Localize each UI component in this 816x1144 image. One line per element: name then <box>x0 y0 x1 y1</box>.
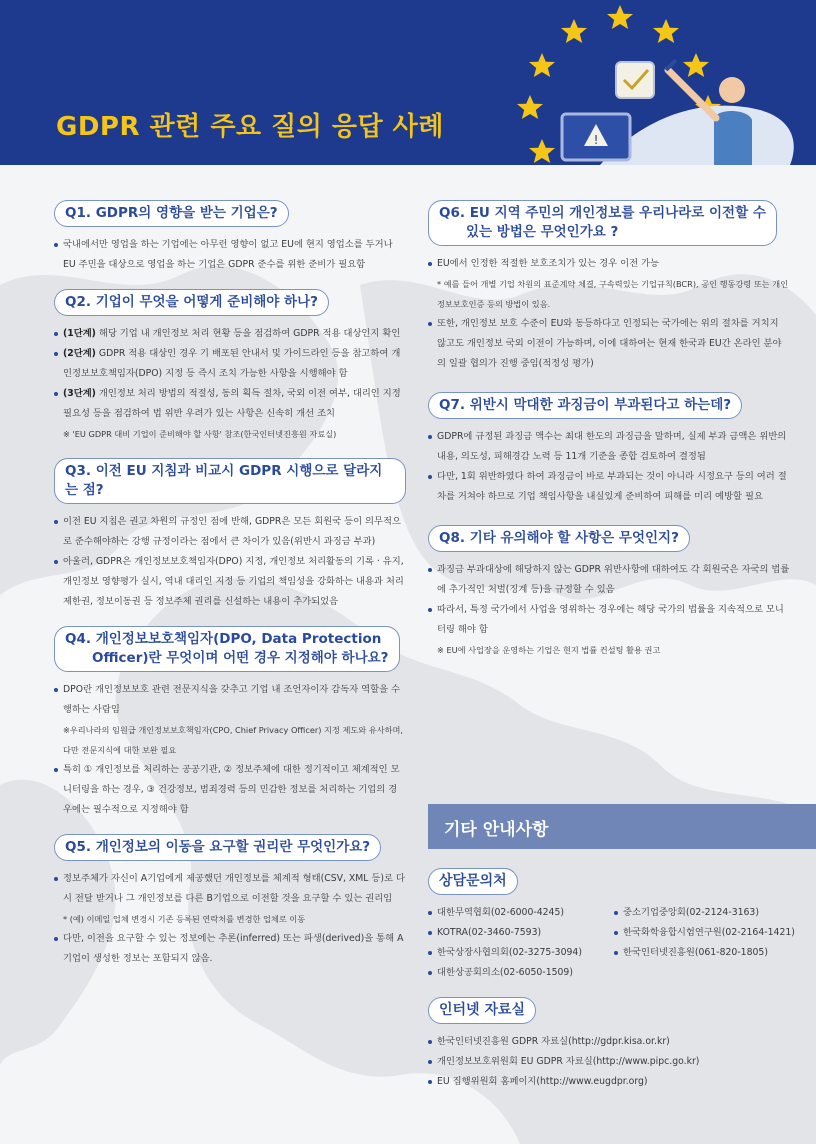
q1-heading: Q1. GDPR의 영향을 받는 기업은? <box>54 200 289 227</box>
q2-list <box>54 324 406 444</box>
list-item: 한국인터넷진흥원(061-820-1805) <box>614 943 795 963</box>
step-text: GDPR 적용 대상인 경우 기 배포된 안내서 및 가이드라인 등을 참고하여 개인정보보호책임자(DPO) 지정 등 즉시 조치 가능한 사항을 시행해야 함 <box>63 348 401 379</box>
q1-section <box>54 200 406 275</box>
list-item: 다만, 1회 위반하였다 하여 과징금이 바로 부과되는 것이 아니라 시정요구 등의 여러 절차를 거쳐야 하므로 기업 책임사항을 내실있게 준비하여 피해를 미리 예방할 필요 <box>428 467 790 507</box>
step-text: 개인정보 처리 방법의 적절성, 동의 획득 절차, 국외 이전 여부, 대리인 지정 필요성 등을 점검하여 법 위반 우려가 있는 사항은 신속히 개선 조치 <box>63 388 401 419</box>
q4-section <box>54 626 406 820</box>
q2-heading: Q2. 기업이 무엇을 어떻게 준비해야 하나? <box>54 289 329 316</box>
contact-lists <box>428 903 798 983</box>
list-item <box>54 344 406 384</box>
step-text: 해당 기업 내 개인정보 처리 현황 등을 점검하여 GDPR 적용 대상인지 확인 <box>95 328 401 339</box>
info-section <box>428 868 798 1092</box>
header-banner <box>0 0 816 165</box>
list-item: 대한상공회의소(02-6050-1509) <box>428 963 600 983</box>
list-item: KOTRA(02-3460-7593) <box>428 923 600 943</box>
q8-section <box>428 525 790 660</box>
list-item: 이전 EU 지침은 권고 차원의 규정인 점에 반해, GDPR은 모든 회원국 등이 의무적으로 준수해야하는 강행 규정이라는 점에서 큰 차이가 있음(위반시 과징금 부과) <box>54 512 406 552</box>
list-item: 아울러, GDPR은 개인정보보호책임자(DPO) 지정, 개인정보 처리활동의 기록 · 유지, 개인정보 영향평가 실시, 역내 대리인 지정 등 기업의 책임성을 강화하는 내용과 처리제한권, 정보이동권 등 정보주체 권리를 신설하는 내용이 추가되었음 <box>54 552 406 612</box>
q1-list <box>54 235 406 275</box>
q5-heading: Q5. 개인정보의 이동을 요구할 권리란 무엇인가요? <box>54 834 381 861</box>
q6-section <box>428 200 790 374</box>
q6-heading-line1: Q6. EU 지역 주민의 개인정보를 우리나라로 이전할 수 <box>439 205 766 221</box>
list-item: GDPR에 규정된 과징금 액수는 최대 한도의 과징금을 말하며, 실제 부과 금액은 위반의 내용, 의도성, 피해경감 노력 등 11개 기준을 종합 검토하여 결정됨 <box>428 427 790 467</box>
right-column <box>428 200 790 674</box>
q4-heading-line2: Officer)란 무엇이며 어떤 경우 지정해야 하나요? <box>92 650 389 666</box>
list-item: 과징금 부과대상에 해당하지 않는 GDPR 위반사항에 대하여도 각 회원국은 자국의 법률에 추가적인 처벌(징계 등)을 규정할 수 있음 <box>428 560 790 600</box>
q2-note: ※ 'EU GDPR 대비 기업이 준비해야 할 사항' 참조(한국인터넷진흥원 자료실) <box>63 429 337 439</box>
q8-heading: Q8. 기타 유의해야 할 사항은 무엇인지? <box>428 525 690 552</box>
internet-heading: 인터넷 자료실 <box>428 997 536 1024</box>
q7-heading: Q7. 위반시 막대한 과징금이 부과된다고 하는데? <box>428 392 742 419</box>
list-item <box>54 324 406 344</box>
q4-heading-line1: Q4. 개인정보보호책임자(DPO, Data Protection <box>65 631 382 647</box>
q4-heading <box>54 626 400 672</box>
list-item: 또한, 개인정보 보호 수준이 EU와 동등하다고 인정되는 국가에는 위의 절차를 거치지 않고도 개인정보 국외 이전이 가능하며, 이에 대하여는 현재 한국과 EU간 온라인 분야의 일괄 협의가 진행 중임(적정성 평가) <box>428 314 790 374</box>
svg-text:!: ! <box>593 133 599 147</box>
list-item: 따라서, 특정 국가에서 사업을 영위하는 경우에는 해당 국가의 법률을 지속적으로 모니터링 해야 함 <box>428 600 790 640</box>
q2-section <box>54 289 406 444</box>
q8-note: ※ EU에 사업장을 운영하는 기업은 현지 법률 컨설팅 활용 권고 <box>437 645 661 655</box>
list-item: 특히 ① 개인정보를 처리하는 공공기관, ② 정보주체에 대한 정기적이고 체계적인 모니터링을 하는 경우, ③ 건강정보, 범죄경력 등의 민감한 정보를 처리하는 기업의 경우에는 필수적으로 지정해야 함 <box>54 760 406 820</box>
q4-list <box>54 680 406 820</box>
step-label: (1단계) <box>63 328 96 339</box>
list-item: 대한무역협회(02-6000-4245) <box>428 903 600 923</box>
q4-note: ※우리나라의 임원급 개인정보보호책임자(CPO, Chief Privacy Officer) 지정 제도와 유사하며, 다만 전문지식에 대한 보완 필요 <box>63 725 404 755</box>
link-item[interactable]: 한국인터넷진흥원 GDPR 자료실(http://gdpr.kisa.or.kr) <box>428 1032 798 1052</box>
link-item[interactable]: 개인정보보호위원회 EU GDPR 자료실(http://www.pipc.go.kr) <box>428 1052 798 1072</box>
list-item: 중소기업중앙회(02-2124-3163) <box>614 903 795 923</box>
q5-note: * (예) 이메일 업체 변경시 기존 등록된 연락처를 변경한 업체로 이동 <box>63 914 306 924</box>
q8-list <box>428 560 790 660</box>
left-column <box>54 200 406 983</box>
list-item: EU에서 인정한 적절한 보호조치가 있는 경우 이전 가능 <box>428 254 790 274</box>
link-item[interactable]: EU 집행위원회 홈페이지(http://www.eugdpr.org) <box>428 1072 798 1092</box>
page-title: GDPR 관련 주요 질의 응답 사례 <box>56 112 444 142</box>
links-list <box>428 1032 798 1092</box>
list-item <box>54 384 406 424</box>
q5-list <box>54 869 406 969</box>
q7-section <box>428 392 790 507</box>
q6-list <box>428 254 790 374</box>
q6-heading <box>428 200 777 246</box>
q5-section <box>54 834 406 969</box>
q3-heading: Q3. 이전 EU 지침과 비교시 GDPR 시행으로 달라지는 점? <box>54 458 406 504</box>
q6-note: * 예를 들어 개별 기업 차원의 표준계약 체결, 구속력있는 기업규칙(BCR), 공인 행동강령 또는 개인정보보호인증 등의 방법이 있음. <box>437 279 789 309</box>
q7-list <box>428 427 790 507</box>
contacts-left-list <box>428 903 600 983</box>
info-section-bar: 기타 안내사항 <box>428 804 816 849</box>
list-item: 한국화학융합시험연구원(02-2164-1421) <box>614 923 795 943</box>
contact-heading: 상담문의처 <box>428 868 518 895</box>
list-item: 정보주체가 자신이 A기업에게 제공했던 개인정보를 체계적 형태(CSV, XML 등)로 다시 전달 받거나 그 개인정보를 다른 B기업으로 이전할 것을 요구할 수 있는 권리임 <box>54 869 406 909</box>
list-item: DPO란 개인정보보호 관련 전문지식을 갖추고 기업 내 조언자이자 감독자 역할을 수행하는 사람임 <box>54 680 406 720</box>
step-label: (2단계) <box>63 348 96 359</box>
q3-list <box>54 512 406 612</box>
contacts-right-list <box>614 903 795 983</box>
q6-heading-line2: 있는 방법은 무엇인가요 ? <box>466 224 619 240</box>
list-item: 국내에서만 영업을 하는 기업에는 아무런 영향이 없고 EU에 현지 영업소를 두거나 EU 주민을 대상으로 영업을 하는 기업은 GDPR 준수를 위한 준비가 필요함 <box>54 235 406 275</box>
list-item: 한국상장사협의회(02-3275-3094) <box>428 943 600 963</box>
list-item: 다만, 이전을 요구할 수 있는 정보에는 추론(inferred) 또는 파생(derived)을 통해 A기업이 생성한 정보는 포함되지 않음. <box>54 929 406 969</box>
q3-section <box>54 458 406 612</box>
step-label: (3단계) <box>63 388 96 399</box>
